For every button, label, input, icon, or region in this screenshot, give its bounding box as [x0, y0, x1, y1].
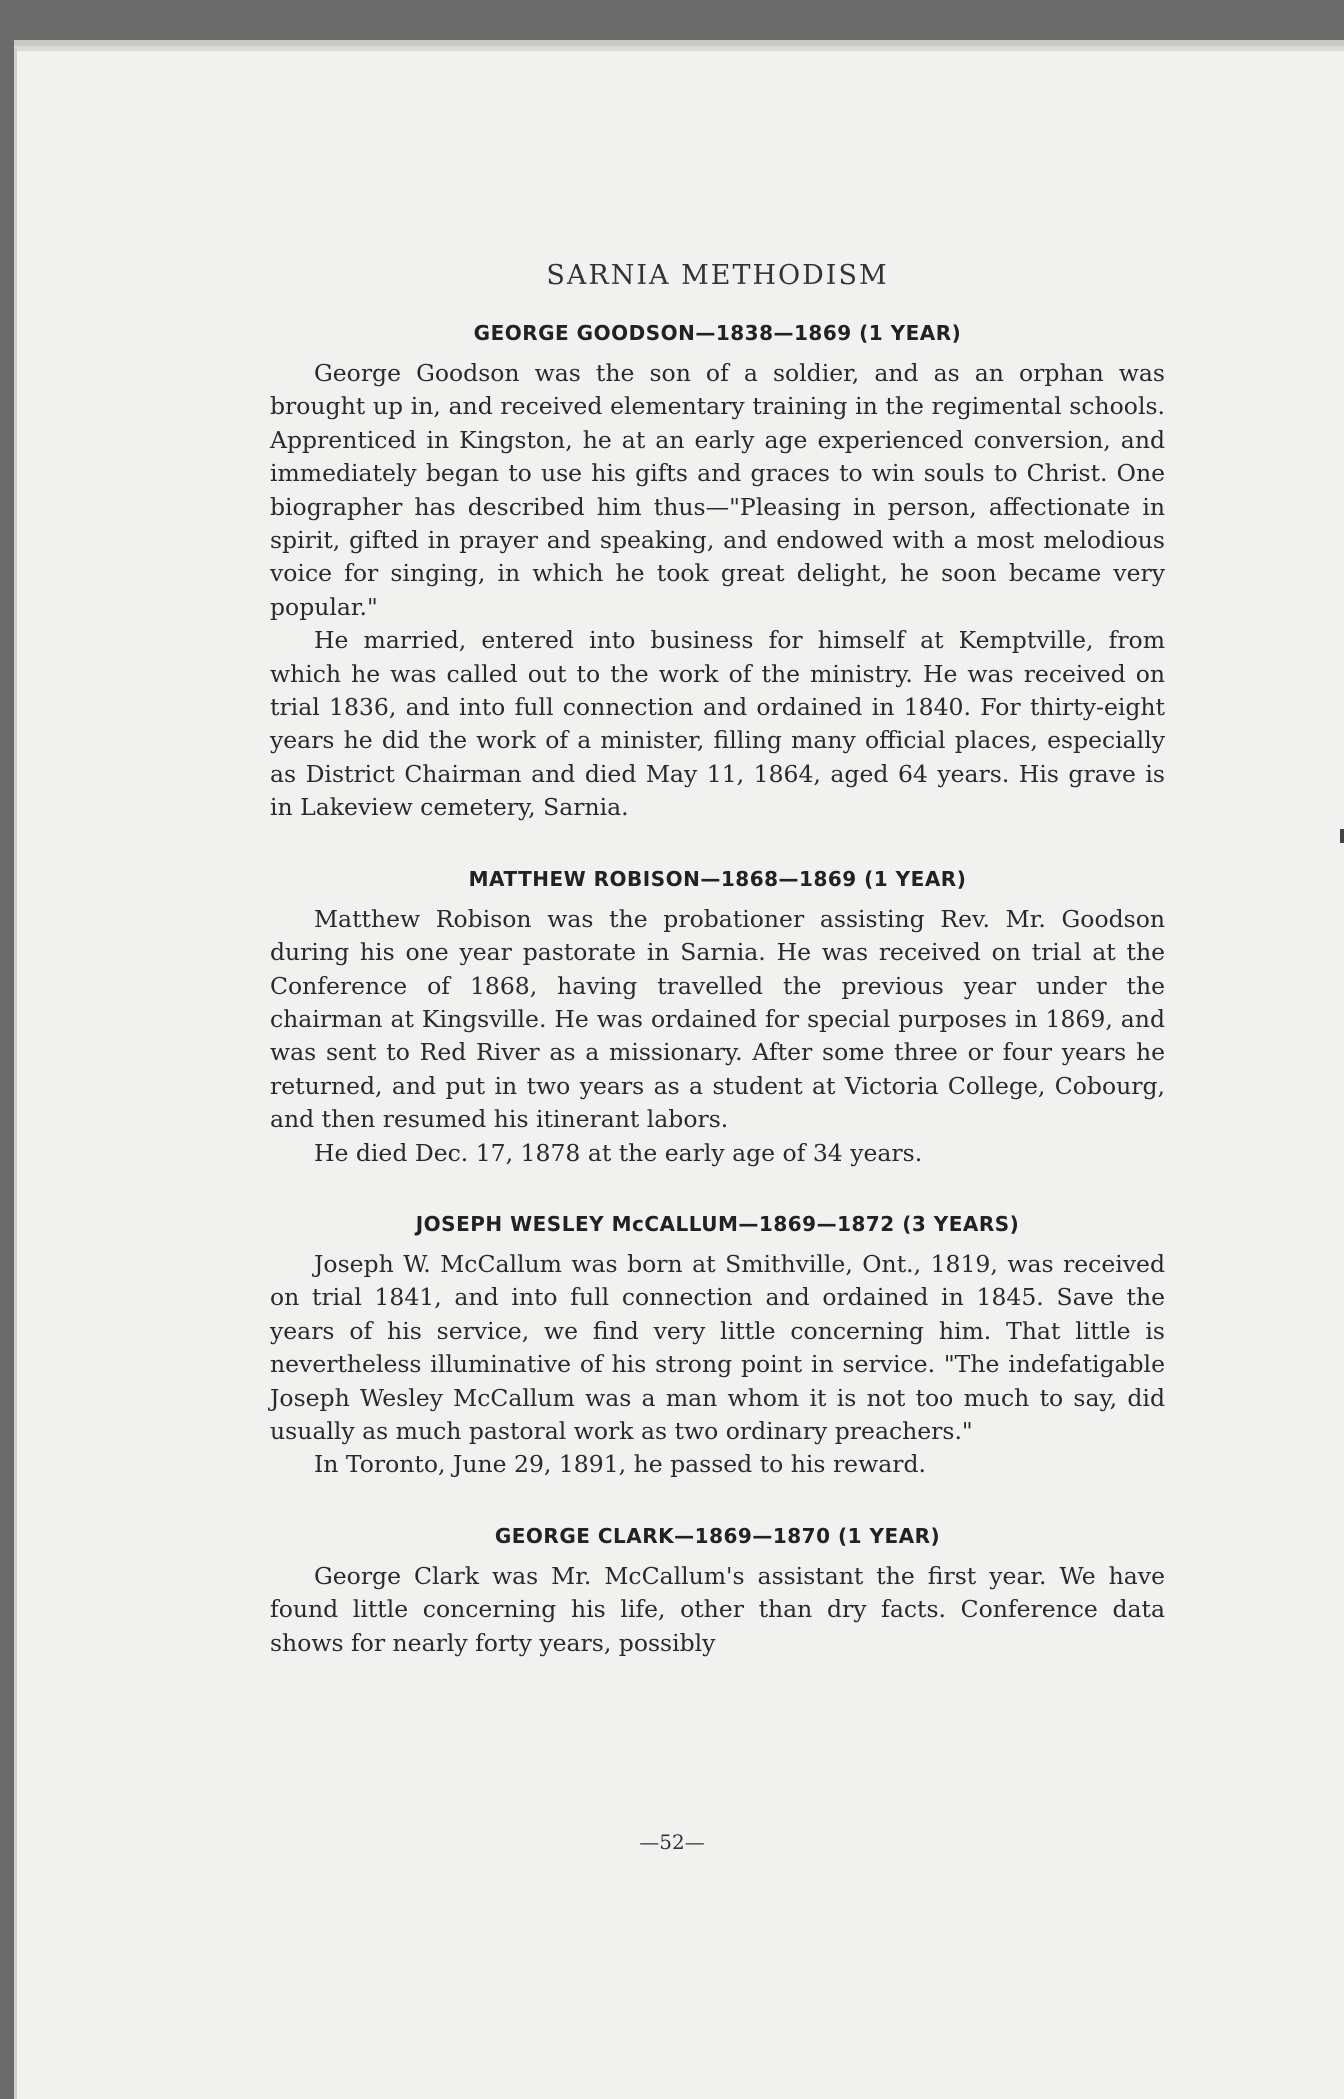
- section-clark: [270, 1524, 1165, 1660]
- section-heading: GEORGE CLARK—1869—1870 (1 YEAR): [494, 1523, 941, 1548]
- paragraph: Joseph W. McCallum was born at Smithville, Ont., 1819, was received on trial 1841, and into full connection and ordained in 1845. Save the years of his service, we find very little concerning him. That little is nevertheless illuminative of his strong point in service. "The indefatigable Joseph Wesley McCallum was a man whom it is not too much to say, did usually as much pastoral work as two ordinary preachers.": [270, 1249, 1165, 1445]
- section-heading: JOSEPH WESLEY McCALLUM—1869—1872 (3 YEARS): [415, 1211, 1020, 1236]
- paragraph: George Goodson was the son of a soldier, and as an orphan was brought up in, and received elementary training in the regimental schools. Apprenticed in Kingston, he at an early age experienced conversion, and immediately began to use his gifts and graces to win souls to Christ. One biographer has described him thus—"Pleasing in person, affectionate in spirit, gifted in prayer and speaking, and endowed with a most melodious voice for singing, in which he took great delight, he soon became very popular.": [270, 359, 1165, 621]
- section-goodson: [270, 321, 1165, 825]
- paragraph: In Toronto, June 29, 1891, he passed to his reward.: [314, 1450, 926, 1479]
- paragraph: He died Dec. 17, 1878 at the early age of 34 years.: [314, 1138, 923, 1167]
- text-block: [270, 250, 1165, 1702]
- paragraph: Matthew Robison was the probationer assisting Rev. Mr. Goodson during his one year pastorate in Sarnia. He was received on trial at the Conference of 1868, having travelled the previous year under the chairman at Kingsville. He was ordained for special purposes in 1869, and was sent to Red River as a missionary. After some three or four years he returned, and put in two years as a student at Victoria College, Cobourg, and then resumed his itinerant labors.: [270, 904, 1165, 1134]
- section-heading: GEORGE GOODSON—1838—1869 (1 YEAR): [473, 321, 962, 345]
- paragraph: George Clark was Mr. McCallum's assistant the first year. We have found little concerning his life, other than dry facts. Conference data shows for nearly forty years, possibly: [270, 1561, 1165, 1657]
- margin-mark: [1340, 829, 1344, 843]
- section-heading: MATTHEW ROBISON—1868—1869 (1 YEAR): [468, 866, 967, 891]
- running-head: SARNIA METHODISM: [546, 260, 889, 291]
- section-mccallum: [270, 1212, 1165, 1482]
- page-number: —52—: [639, 1830, 705, 1854]
- section-robison: [270, 867, 1165, 1170]
- paragraph: He married, entered into business for himself at Kemptville, from which he was called out to the work of the ministry. He was received on trial 1836, and into full connection and ordained in 1840. For thirty-eight years he did the work of a minister, filling many official places, especially as District Chairman and died May 11, 1864, aged 64 years. His grave is in Lakeview cemetery, Sarnia.: [270, 626, 1165, 822]
